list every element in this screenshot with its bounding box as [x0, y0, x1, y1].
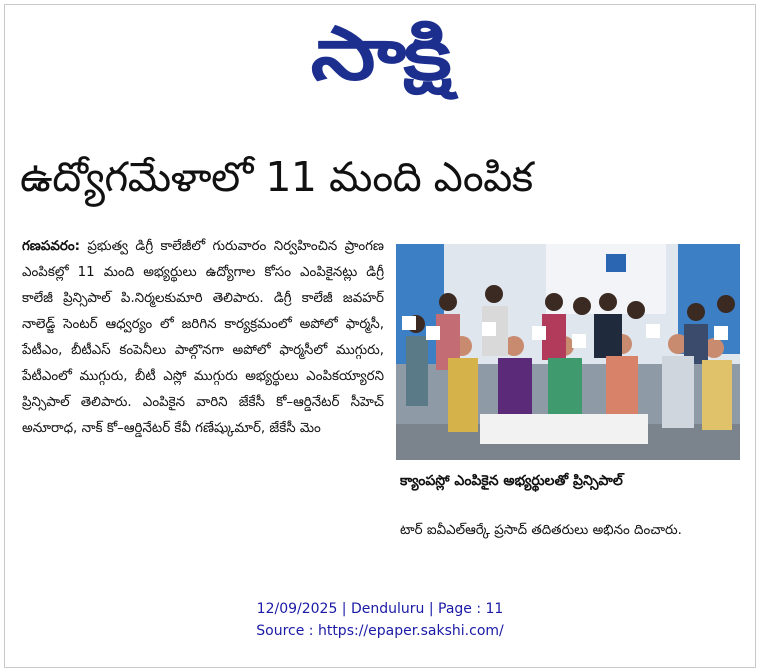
- article-headline: ఉద్యోగమేళాలో 11 మంది ఎంపిక: [20, 153, 533, 201]
- article-body-left: [22, 234, 384, 442]
- sakshi-logo: సాక్షి: [310, 11, 450, 97]
- photo-caption: క్యాంపస్లో ఎంపికైన అభ్యర్థులతో ప్రిన్సిపాల్: [400, 473, 623, 489]
- footer-date-edition: 12/09/2025 | Denduluru | Page : 11: [256, 601, 504, 617]
- dateline: గణపవరం:: [22, 239, 80, 254]
- body-text-left: ప్రభుత్వ డిగ్రీ కాలేజీలో గురువారం నిర్వహించిన ప్రాంగణ ఎంపికల్లో 11 మంది అభ్యర్థులు ఉద్యోగాల కోసం ఎంపికైనట్లు డిగ్రీ కాలేజీ ప్రిన్సిపాల్ పి.నిర్మలకుమారి తెలిపారు. డిగ్రీ కాలేజీ జవహర్ నాలెడ్జ్ సెంటర్ ఆధ్వర్యం లో జరిగిన కార్యక్రమంలో అపోలో ఫార్మసీ, పేటీఎం, బీటీఎస్ కంపెనీలు పాల్గొనగా అపోలో ఫార్మసీలో ముగ్గురు, పేటీఎంలో ముగ్గురు, బీటీ ఎస్లో ముగ్గురు అభ్యర్థులు ఎంపికయ్యారని ప్రిన్సిపాల్ తెలిపారు. ఎంపికైన వారిని జేకేసీ కో–ఆర్డినేటర్ సీహెచ్ అనూరాధ, నాక్ కో–ఆర్డినేటర్ కేవీ గణేష్కుమార్, జేకేసీ మెం: [22, 239, 384, 436]
- article-photo: [396, 244, 740, 460]
- article-body-right: టార్ ఐవీఎల్ఆర్కే ప్రసాద్ తదితరులు అభినం దించారు.: [400, 523, 682, 538]
- footer-source: Source : https://epaper.sakshi.com/: [256, 623, 504, 639]
- footer: [0, 598, 760, 642]
